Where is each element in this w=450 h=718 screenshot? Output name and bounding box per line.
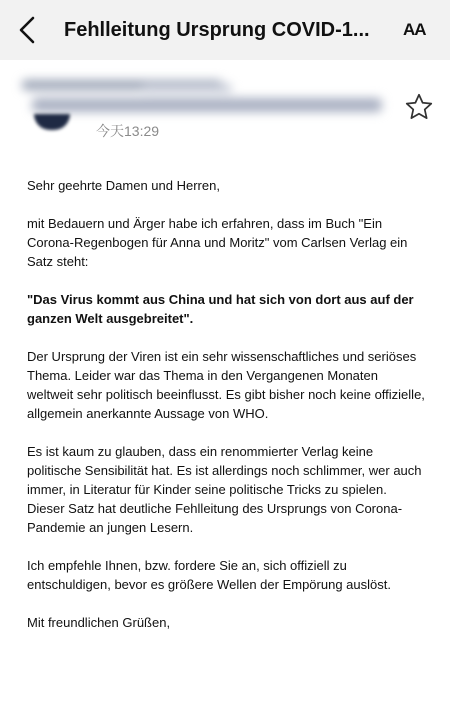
chevron-left-icon	[19, 16, 35, 44]
paragraph-request: Ich empfehle Ihnen, bzw. fordere Sie an, sich offiziell zu entschuldigen, bevor es größere Wellen der Empörung auslöst.	[27, 558, 391, 592]
back-button[interactable]	[10, 10, 44, 50]
paragraph-intro: mit Bedauern und Ärger habe ich erfahren, dass im Buch "Ein Corona-Regenbogen für Anna und Moritz" vom Carlsen Verlag ein Satz steht:	[27, 216, 408, 269]
message-timestamp: 今天13:29	[96, 123, 160, 139]
closing: Mit freundlichen Grüßen,	[27, 615, 171, 630]
paragraph-criticism: Es ist kaum zu glauben, dass ein renommierter Verlag keine politische Sensibilität hat. Es ist allerdings noch schlimmer, wer auch immer, in Literatur für Kinder seine politische Tricks zu spielen. Dieser Satz hat deutliche Fehlleitung des Ursprungs von Corona-Pandemie an jungen Lesern.	[27, 444, 422, 535]
navigation-bar	[0, 0, 450, 60]
blurred-sender-info	[22, 76, 382, 124]
quoted-sentence: "Das Virus kommt aus China und hat sich von dort aus auf der ganzen Welt ausgebreitet".	[27, 292, 414, 326]
email-subject-title: Fehlleitung Ursprung COVID-1...	[64, 19, 370, 41]
paragraph-origin: Der Ursprung der Viren ist ein sehr wissenschaftliches und seriöses Thema. Leider war das Thema in den Vergangenen Monaten weltweit sehr politisch beeinflusst. Es gibt bisher noch keine offizielle, allgemein anerkannte Aussage von WHO.	[27, 349, 425, 421]
email-body	[27, 176, 427, 651]
sender-header	[0, 60, 450, 150]
greeting: Sehr geehrte Damen und Herren,	[27, 178, 220, 193]
font-size-button[interactable]: AA	[403, 20, 426, 39]
avatar	[34, 114, 70, 130]
star-outline-icon	[404, 92, 434, 122]
star-button[interactable]	[404, 92, 434, 122]
